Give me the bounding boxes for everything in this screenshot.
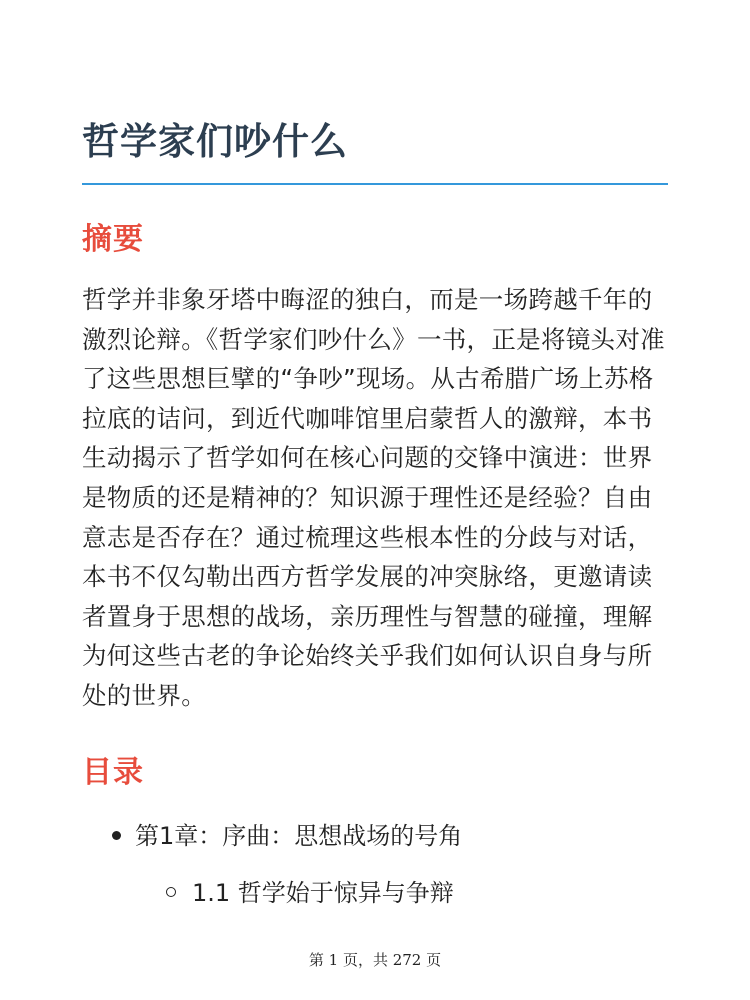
title-divider <box>82 183 668 185</box>
abstract-body: 哲学并非象牙塔中晦涩的独白，而是一场跨越千年的激烈论辩。《哲学家们吵什么》一书，正是将镜头对准了这些思想巨擘的“争吵”现场。从古希腊广场上苏格拉底的诘问，到近代咖啡馆里启蒙哲人的激辩，本书生动揭示了哲学如何在核心问题的交锋中演进：世界是物质的还是精神的？知识源于理性还是经验？自由意志是否存在？通过梳理这些根本性的分歧与对话，本书不仅勾勒出西方哲学发展的冲突脉络，更邀请读者置身于思想的战场，亲历理性与智慧的碰撞，理解为何这些古老的争论始终关乎我们如何认识自身与所处的世界。 <box>82 285 665 710</box>
toc-chapter-label: 第1章：序曲：思想战场的号角 <box>135 822 463 850</box>
page-number-footer: 第 1 页，共 272 页 <box>308 951 442 969</box>
toc-heading: 目录 <box>82 755 144 790</box>
toc-section-label: 1.1 哲学始于惊异与争辩 <box>192 879 454 907</box>
bullet-disc-icon <box>112 831 121 840</box>
bullet-circle-icon <box>166 887 176 897</box>
toc-chapter-item[interactable] <box>112 816 462 856</box>
document-title: 哲学家们吵什么 <box>82 120 348 163</box>
toc-section-item[interactable] <box>166 873 454 913</box>
abstract-heading: 摘要 <box>82 222 144 257</box>
